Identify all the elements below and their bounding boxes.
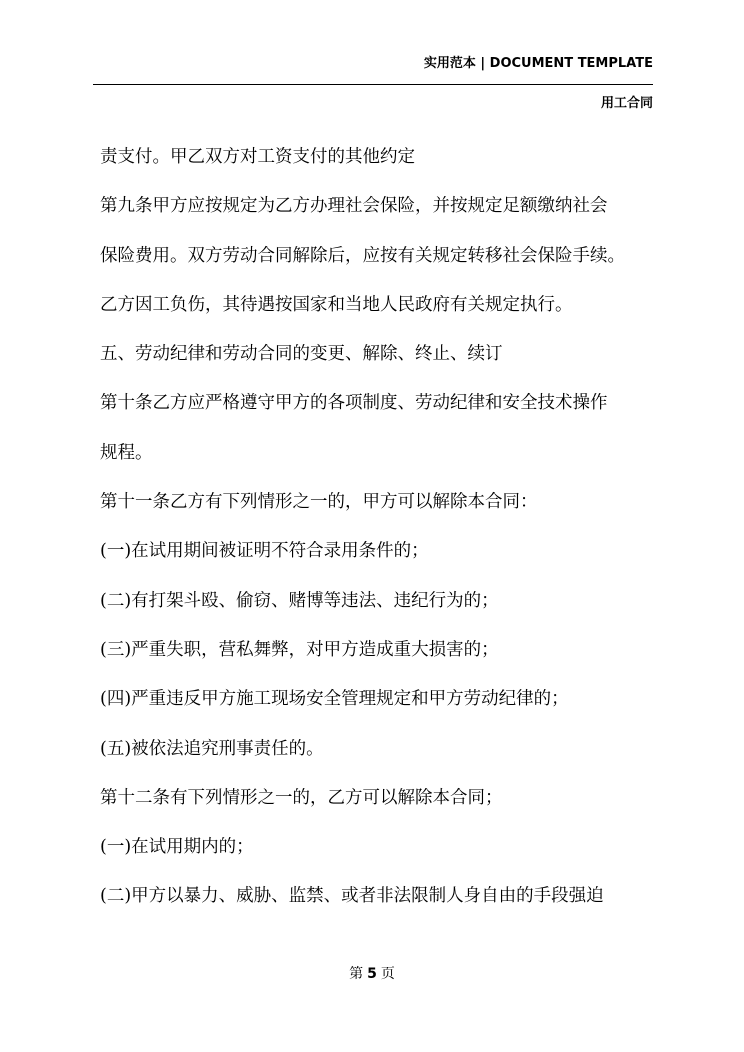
page-number: 5: [367, 966, 377, 982]
header-title: 实用范本 | DOCUMENT TEMPLATE: [423, 56, 653, 71]
body-line: 第九条甲方应按规定为乙方办理社会保险，并按规定足额缴纳社会: [100, 196, 608, 217]
page-footer: [0, 963, 744, 983]
list-item: (四)严重违反甲方施工现场安全管理规定和甲方劳动纪律的；: [100, 689, 569, 710]
header-subtitle: 用工合同: [600, 96, 653, 111]
list-item: (一)在试用期内的；: [100, 837, 254, 858]
body-line: 第十一条乙方有下列情形之一的，甲方可以解除本合同：: [100, 492, 538, 513]
body-line: 保险费用。双方劳动合同解除后，应按有关规定转移社会保险手续。: [100, 245, 625, 266]
list-item: (二)有打架斗殴、偷窃、赌博等违法、违纪行为的；: [100, 590, 499, 611]
body-line: 责支付。甲乙双方对工资支付的其他约定: [100, 147, 415, 167]
header-divider: [93, 84, 653, 85]
list-item: (二)甲方以暴力、威胁、监禁、或者非法限制人身自由的手段强迫: [100, 886, 604, 907]
body-line: 规程。: [100, 442, 153, 463]
body-line: 乙方因工负伤，其待遇按国家和当地人民政府有关规定执行。: [100, 294, 573, 315]
body-line: 第十条乙方应严格遵守甲方的各项制度、劳动纪律和安全技术操作: [100, 393, 608, 414]
page-prefix: 第: [349, 966, 364, 982]
section-heading: 五、劳动纪律和劳动合同的变更、解除、终止、续订: [100, 344, 503, 365]
list-item: (三)严重失职，营私舞弊，对甲方造成重大损害的；: [100, 639, 499, 660]
body-line: 第十二条有下列情形之一的，乙方可以解除本合同；: [100, 787, 503, 808]
page-suffix: 页: [380, 966, 395, 982]
document-body: [100, 143, 660, 932]
list-item: (一)在试用期间被证明不符合录用条件的；: [100, 541, 429, 562]
list-item: (五)被依法追究刑事责任的。: [100, 738, 324, 759]
